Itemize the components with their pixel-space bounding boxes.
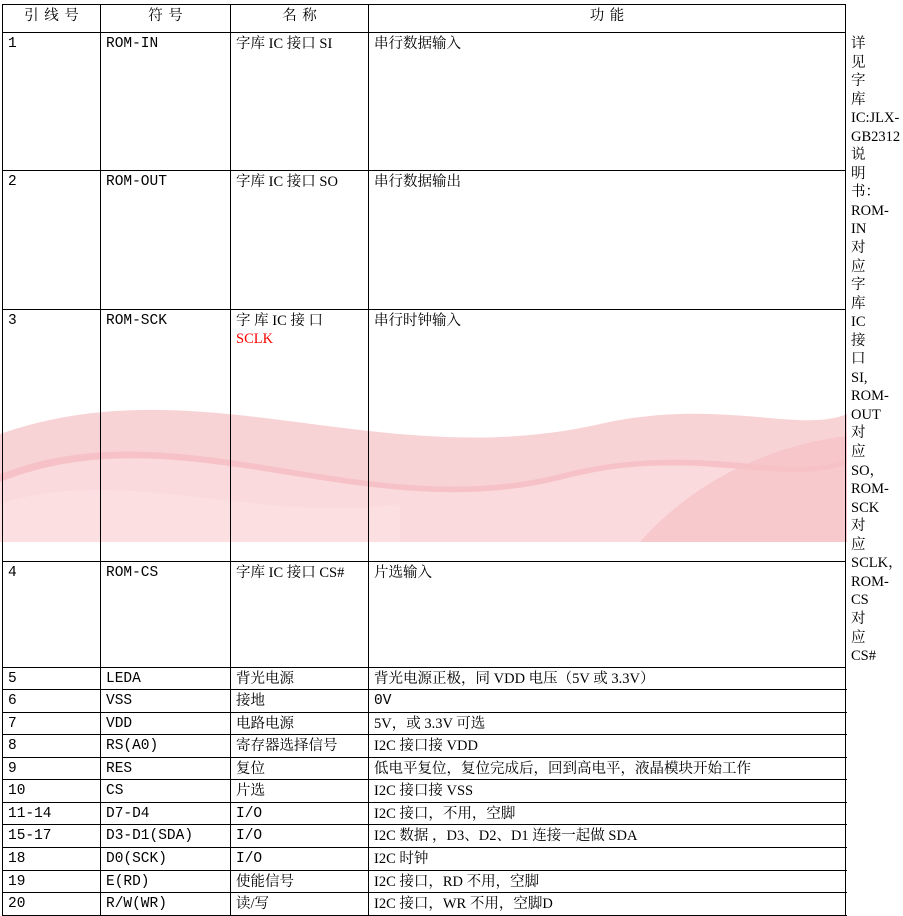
cell-name: 接地	[231, 690, 369, 713]
cell-symbol-text: D0	[106, 850, 124, 867]
cell-symbol-suffix: (SDA)	[149, 828, 194, 845]
cell-name: 背光电源	[231, 667, 369, 690]
cell-symbol	[101, 825, 231, 848]
cell-name: 片选	[231, 780, 369, 803]
cell-symbol: ROM-IN	[101, 33, 231, 171]
cell-function: 背光电源正极，同 VDD 电压（5V 或 3.3V）	[369, 667, 846, 690]
cell-symbol: R/W(WR)	[101, 893, 231, 916]
cell-pin: 20	[3, 893, 101, 916]
cell-name-text: 字库 IC 接口 SI	[236, 36, 333, 52]
header-name: 名 称	[231, 5, 369, 33]
cell-function: 片选输入	[369, 561, 846, 667]
cell-function: I2C 接口接 VSS	[369, 780, 846, 803]
table-row	[3, 309, 846, 561]
cell-symbol: VDD	[101, 712, 231, 735]
cell-pin: 10	[3, 780, 101, 803]
table-row	[3, 802, 846, 825]
cell-symbol-suffix: (SCK)	[123, 850, 167, 867]
cell-symbol	[101, 847, 231, 870]
cell-function: I2C 数据 ，D3、D2、D1 连接一起做 SDA	[369, 825, 846, 848]
header-symbol: 符 号	[101, 5, 231, 33]
cell-pin: 5	[3, 667, 101, 690]
cell-name[interactable]: 读/写	[231, 893, 369, 916]
table-row	[3, 667, 846, 690]
table-row	[3, 561, 846, 667]
document-page	[0, 4, 903, 913]
cell-pin: 1	[3, 33, 101, 171]
cell-name: I/O	[231, 825, 369, 848]
cell-symbol: D7-D4	[101, 802, 231, 825]
cell-symbol: ROM-OUT	[101, 171, 231, 309]
cell-name: 字库 IC 接口 CS#	[231, 561, 369, 667]
cell-pin: 19	[3, 870, 101, 893]
pin-definition-table	[2, 4, 903, 916]
cell-function: 5V，或 3.3V 可选	[369, 712, 846, 735]
table-row	[3, 735, 846, 758]
cell-name: I/O	[231, 802, 369, 825]
table-row	[3, 825, 846, 848]
table-row	[3, 870, 846, 893]
cell-pin: 11-14	[3, 802, 101, 825]
cell-name	[231, 33, 369, 171]
cell-pin: 7	[3, 712, 101, 735]
cell-symbol: VSS	[101, 690, 231, 713]
cell-pin: 15-17	[3, 825, 101, 848]
cell-name-text-secondary: SCLK	[236, 331, 274, 348]
cell-function: I2C 接口接 VDD	[369, 735, 846, 758]
table-row	[3, 780, 846, 803]
cell-name: 字库 IC 接口 SO	[231, 171, 369, 309]
cell-name: 复位	[231, 757, 369, 780]
cell-pin: 4	[3, 561, 101, 667]
header-function: 功 能	[369, 5, 846, 33]
cell-symbol: LEDA	[101, 667, 231, 690]
cell-pin: 6	[3, 690, 101, 713]
cell-function: I2C 接口，不用，空脚	[369, 802, 846, 825]
cell-function: 串行数据输入	[369, 33, 846, 171]
cell-function: I2C 时钟	[369, 847, 846, 870]
table-row	[3, 757, 846, 780]
cell-name-text: 字 库 IC 接 口	[236, 312, 323, 329]
cell-function[interactable]: I2C 接口，WR 不用，空脚D	[369, 893, 846, 916]
cell-pin: 18	[3, 847, 101, 870]
cell-name	[231, 309, 369, 561]
table-row	[3, 712, 846, 735]
cell-function: 串行数据输出	[369, 171, 846, 309]
cell-symbol: CS	[101, 780, 231, 803]
table-row	[3, 171, 846, 309]
cell-function: 串行时钟输入	[369, 309, 846, 561]
cell-symbol-text: D3-D1	[106, 828, 150, 845]
cell-function: 低电平复位，复位完成后，回到高电平，液晶模块开始工作	[369, 757, 846, 780]
cell-name: 寄存器选择信号	[231, 735, 369, 758]
table-row	[3, 690, 846, 713]
cell-symbol: RES	[101, 757, 231, 780]
header-pin-number: 引 线 号	[3, 5, 101, 33]
cell-symbol: ROM-SCK	[101, 309, 231, 561]
cell-symbol: ROM-CS	[101, 561, 231, 667]
table-row: 1 ROM-IN 字库 IC 接口 SI 串行数据输入 详见字库 IC:JLX-GB2312 说明 书： ROM-IN 对应字库 IC 接口 SI, ROM-OUT 对应 SO， ROM-SCK 对应 SCLK，ROM-CS 对应 CS#	[3, 33, 846, 171]
cell-pin: 2	[3, 171, 101, 309]
cell-pin: 3	[3, 309, 101, 561]
cell-symbol: E(RD)	[101, 870, 231, 893]
cell-pin: 8	[3, 735, 101, 758]
cell-function: I2C 接口，RD 不用，空脚	[369, 870, 846, 893]
cell-name: 使能信号	[231, 870, 369, 893]
table-header-row	[3, 5, 846, 33]
cell-name: 电路电源	[231, 712, 369, 735]
table-row	[3, 893, 846, 916]
cell-pin: 9	[3, 757, 101, 780]
cell-symbol: RS(A0)	[101, 735, 231, 758]
table-row	[3, 847, 846, 870]
cell-name: I/O	[231, 847, 369, 870]
cell-function: 0V	[369, 690, 846, 713]
